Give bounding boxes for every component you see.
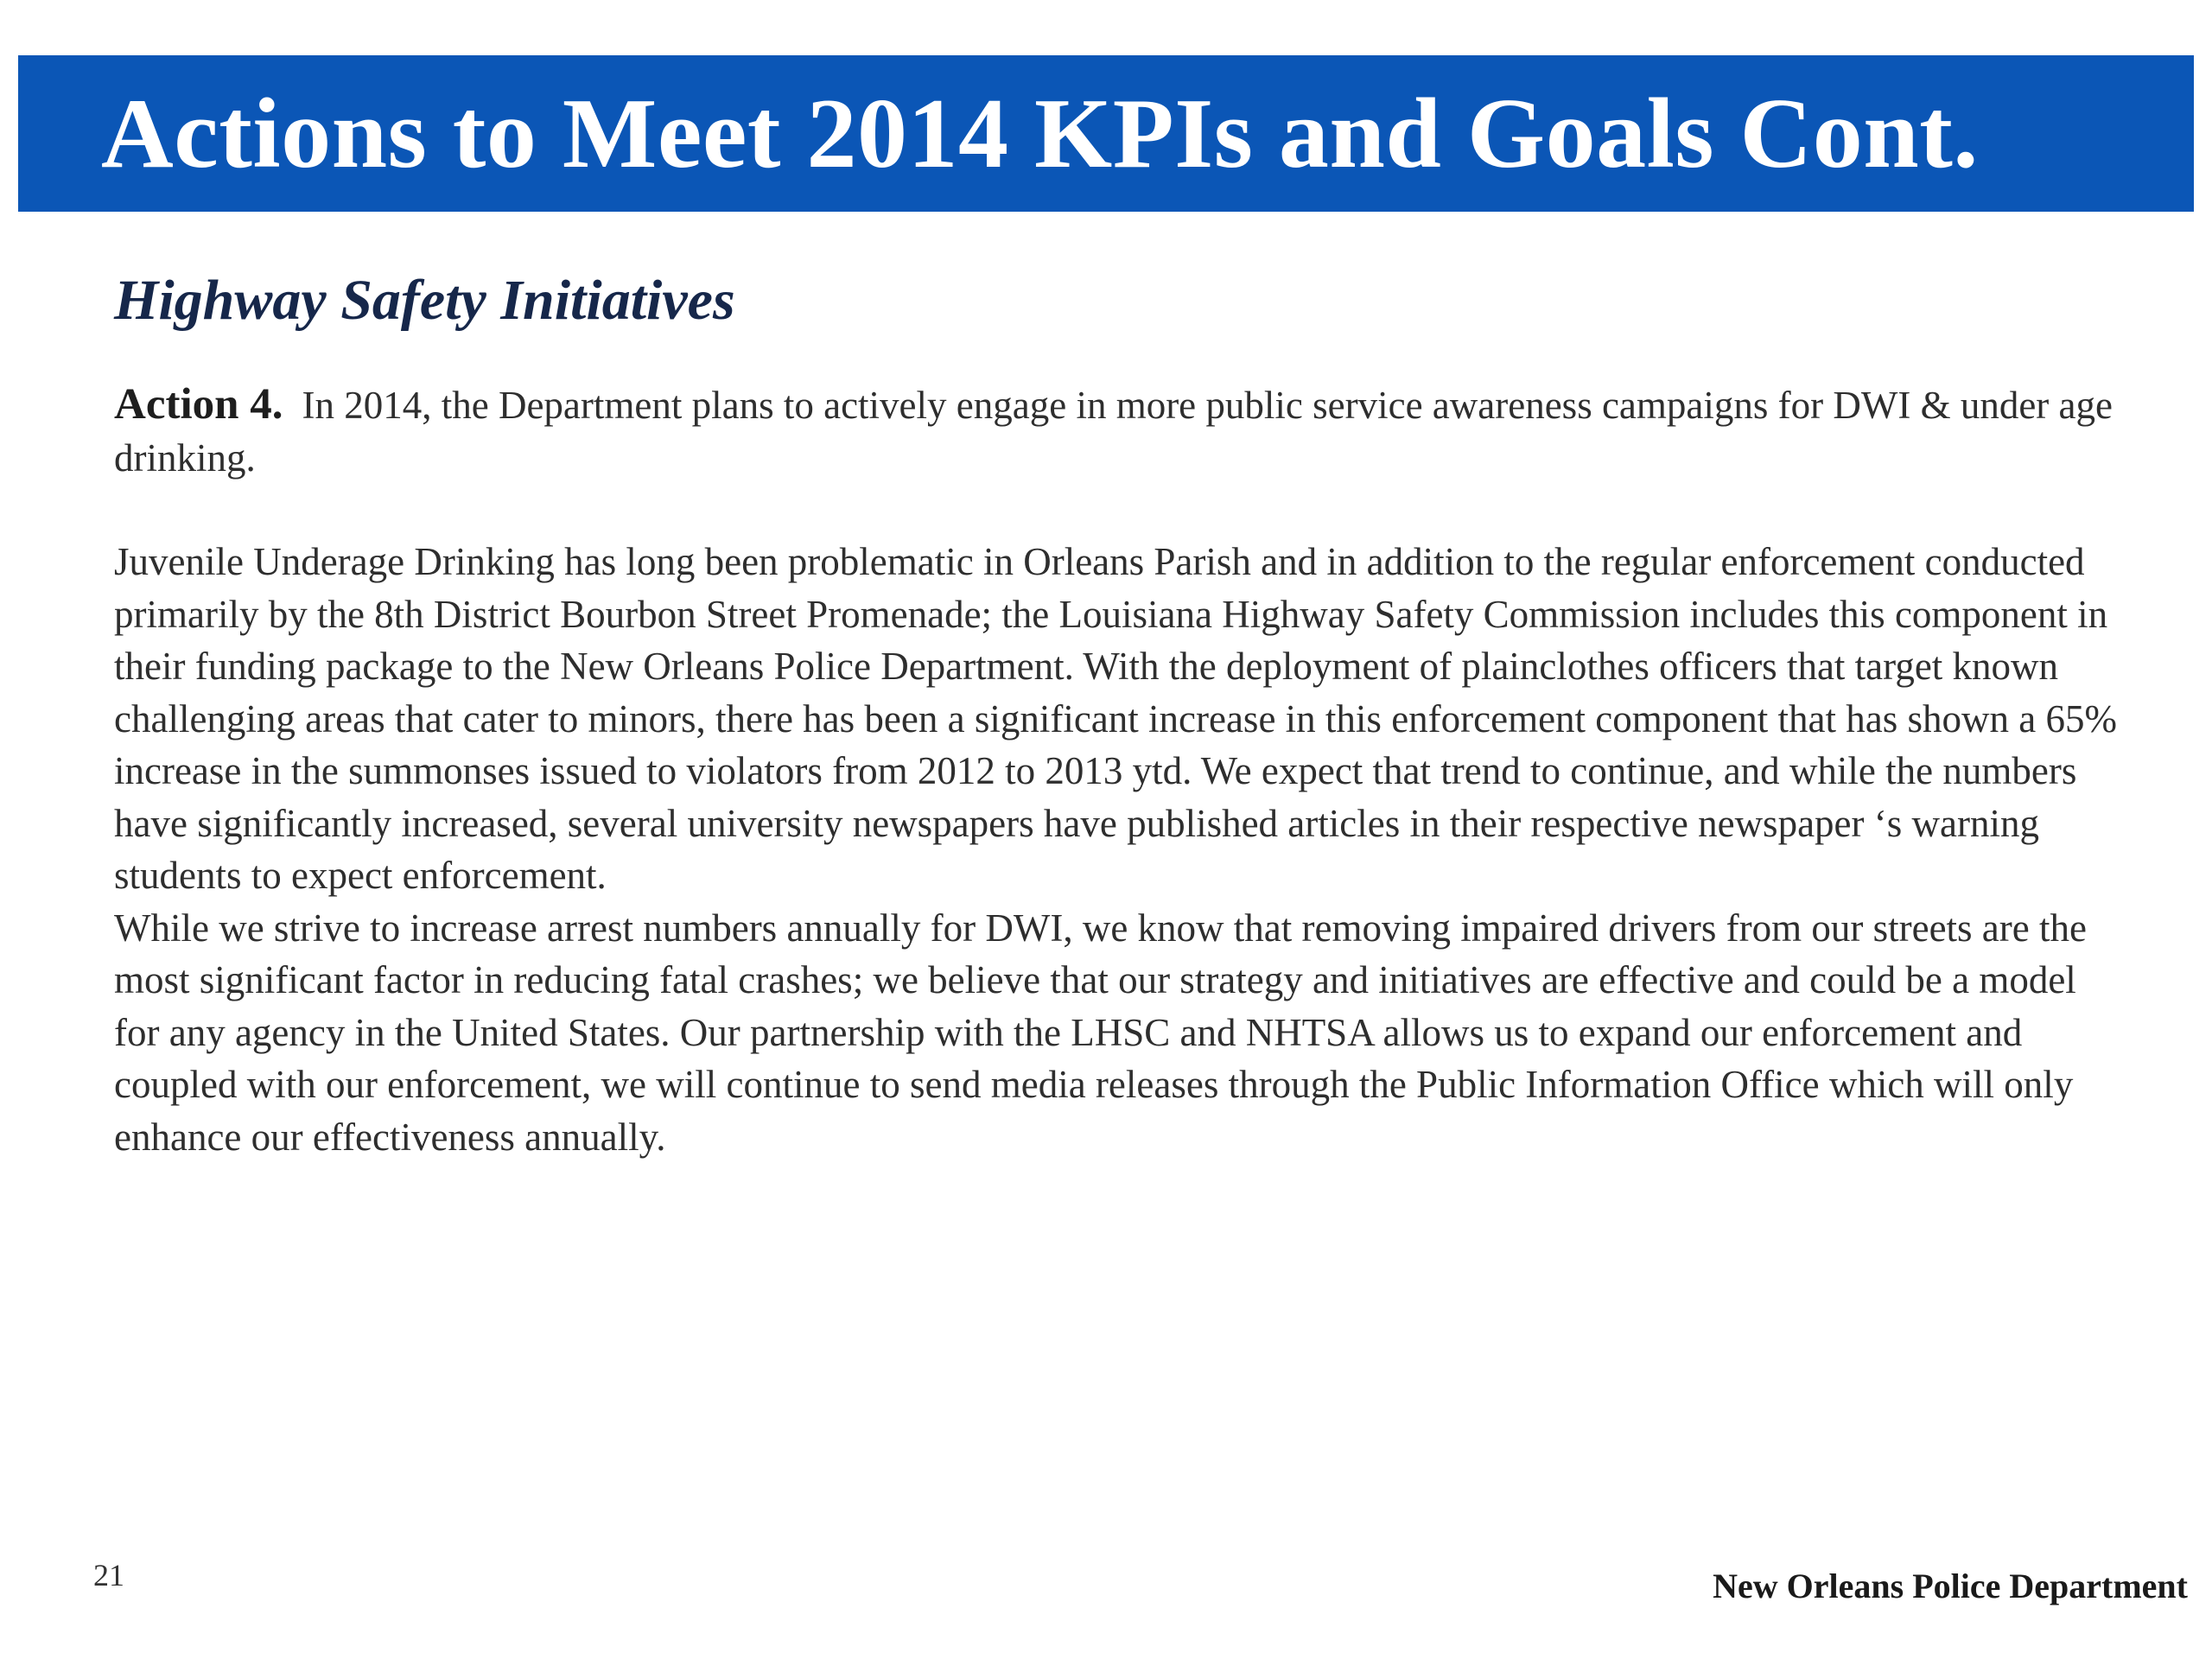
page-number: 21 [93, 1558, 124, 1592]
body-paragraph-underage-drinking: Juvenile Underage Drinking has long been problematic in Orleans Parish and in addition to the regular enforcement conducted primarily by the 8th District Bourbon Street Promenade; the Louisiana Highway Safety Commission includes this component in their funding package to the New Orleans Police Department. With the deployment of plainclothes officers that target known challenging areas that cater to minors, there has been a significant increase in this enforcement component that has shown a 65% increase in the summonses issued to violators from 2012 to 2013 ytd. We expect that trend to continue, and while the numbers have significantly increased, several university newspapers have published articles in their respective newspaper ‘s warning students to expect enforcement. [114, 540, 2117, 897]
title-bar [18, 55, 2194, 212]
section-heading: Highway Safety Initiatives [114, 269, 735, 332]
action-paragraph [114, 378, 2127, 484]
slide-title: Actions to Meet 2014 KPIs and Goals Cont. [101, 78, 1979, 189]
slide-body [114, 378, 2127, 1163]
footer-organization: New Orleans Police Department [1713, 1567, 2188, 1605]
action-label: Action 4. [114, 380, 283, 429]
body-paragraph-dwi: While we strive to increase arrest numbers annually for DWI, we know that removing impaired drivers from our streets are the most significant factor in reducing fatal crashes; we believe that our strategy and initiatives are effective and could be a model for any agency in the United States. Our partnership with the LHSC and NHTSA allows us to expand our enforcement and coupled with our enforcement, we will continue to send media releases through the Public Information Office which will only enhance our effectiveness annually. [114, 906, 2087, 1159]
action-text: In 2014, the Department plans to actively engage in more public service awareness campaigns for DWI & under age drinking. [114, 384, 2113, 480]
